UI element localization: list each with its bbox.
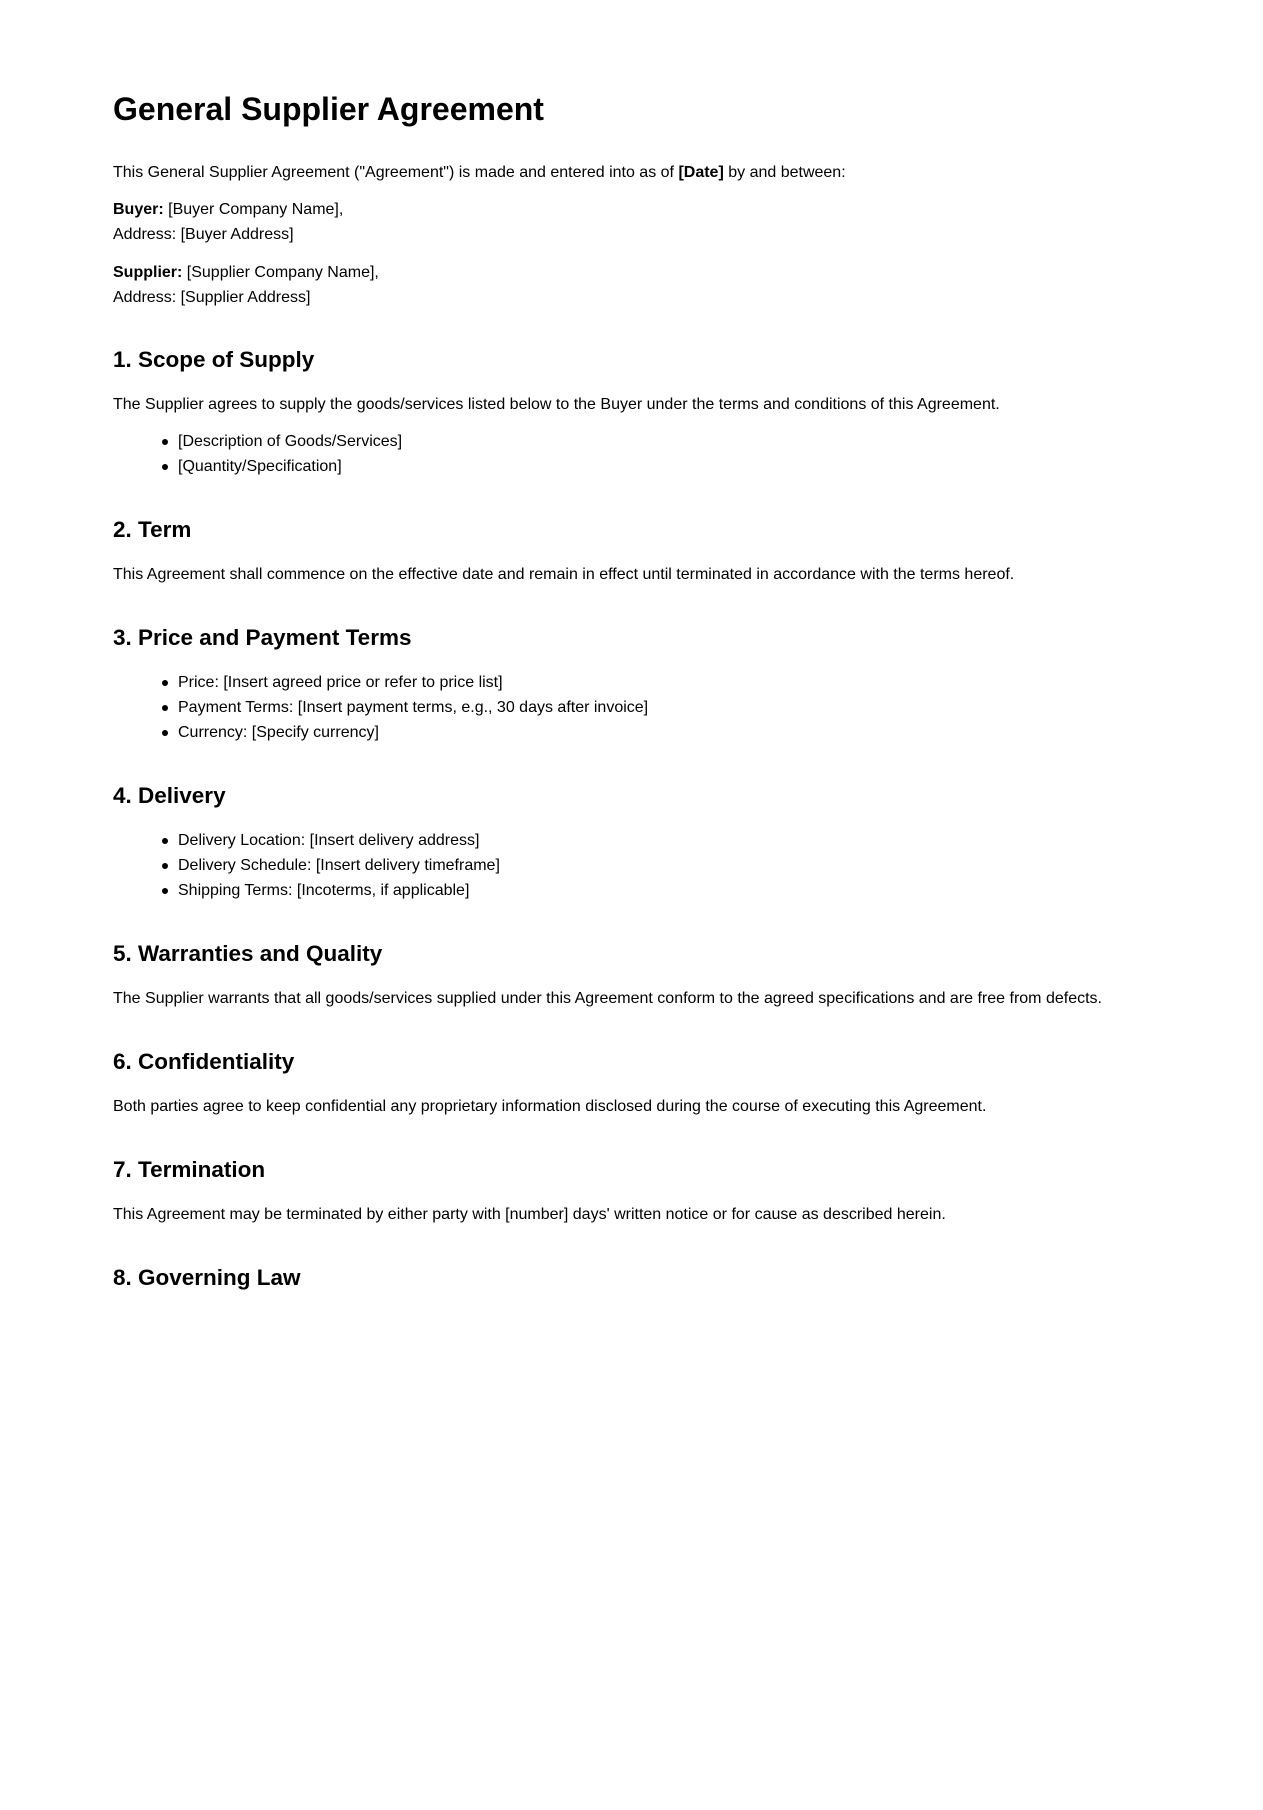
bullet-icon xyxy=(162,888,168,894)
section-heading-warranties: 5. Warranties and Quality xyxy=(113,941,383,966)
list-item-text: Delivery Location: [Insert delivery address] xyxy=(178,832,480,849)
section-heading-termination: 7. Termination xyxy=(113,1157,266,1182)
buyer-address: Address: [Buyer Address] xyxy=(113,226,294,243)
list-item-text: Delivery Schedule: [Insert delivery timeframe] xyxy=(178,857,500,874)
section-text-warranties: The Supplier warrants that all goods/services supplied under this Agreement conform to the agreed specifications and are free from defects. xyxy=(113,990,1102,1007)
bullet-icon xyxy=(162,730,168,736)
supplier-address: Address: [Supplier Address] xyxy=(113,289,311,306)
delivery-list xyxy=(113,828,1153,903)
bullet-icon xyxy=(162,680,168,686)
list-item-text: Price: [Insert agreed price or refer to price list] xyxy=(178,674,503,691)
list-item xyxy=(178,828,1153,853)
buyer-block xyxy=(113,197,1153,247)
list-item xyxy=(178,670,1153,695)
bullet-icon xyxy=(162,464,168,470)
list-item-text: Payment Terms: [Insert payment terms, e.g., 30 days after invoice] xyxy=(178,699,649,716)
date-placeholder: [Date] xyxy=(678,164,724,181)
buyer-label: Buyer: xyxy=(113,201,164,218)
list-item xyxy=(178,454,1153,479)
supplier-block xyxy=(113,260,1153,310)
list-item-text: Currency: [Specify currency] xyxy=(178,724,379,741)
section-heading-delivery: 4. Delivery xyxy=(113,783,226,808)
list-item xyxy=(178,853,1153,878)
bullet-icon xyxy=(162,838,168,844)
list-item xyxy=(178,429,1153,454)
supplier-label: Supplier: xyxy=(113,264,183,281)
section-text-confidentiality: Both parties agree to keep confidential any proprietary information disclosed during the course of executing this Agreement. xyxy=(113,1098,987,1115)
section-heading-governing-law: 8. Governing Law xyxy=(113,1265,301,1290)
section-heading-scope-of-supply: 1. Scope of Supply xyxy=(113,347,315,372)
scope-of-supply-list xyxy=(113,429,1153,479)
section-heading-term: 2. Term xyxy=(113,517,192,542)
list-item xyxy=(178,695,1153,720)
document-title: General Supplier Agreement xyxy=(113,91,544,127)
intro-text-after: by and between: xyxy=(723,164,846,181)
bullet-icon xyxy=(162,439,168,445)
section-text-term: This Agreement shall commence on the effective date and remain in effect until terminated in accordance with the terms hereof. xyxy=(113,566,1015,583)
list-item xyxy=(178,720,1153,745)
section-heading-confidentiality: 6. Confidentiality xyxy=(113,1049,295,1074)
price-and-payment-list xyxy=(113,670,1153,745)
section-text-termination: This Agreement may be terminated by either party with [number] days' written notice or for cause as described herein. xyxy=(113,1206,946,1223)
list-item-text: [Quantity/Specification] xyxy=(178,458,342,475)
list-item-text: Shipping Terms: [Incoterms, if applicable] xyxy=(178,882,470,899)
section-text-scope-of-supply: The Supplier agrees to supply the goods/services listed below to the Buyer under the terms and conditions of this Agreement. xyxy=(113,396,1000,413)
list-item xyxy=(178,878,1153,903)
supplier-name: [Supplier Company Name], xyxy=(182,264,379,281)
list-item-text: [Description of Goods/Services] xyxy=(178,433,403,450)
intro-text-before: This General Supplier Agreement ("Agreement") is made and entered into as of xyxy=(113,164,679,181)
document-page xyxy=(113,89,1153,1310)
section-heading-price-and-payment: 3. Price and Payment Terms xyxy=(113,625,412,650)
bullet-icon xyxy=(162,863,168,869)
buyer-name: [Buyer Company Name], xyxy=(163,201,344,218)
bullet-icon xyxy=(162,705,168,711)
intro-paragraph xyxy=(113,160,1153,185)
